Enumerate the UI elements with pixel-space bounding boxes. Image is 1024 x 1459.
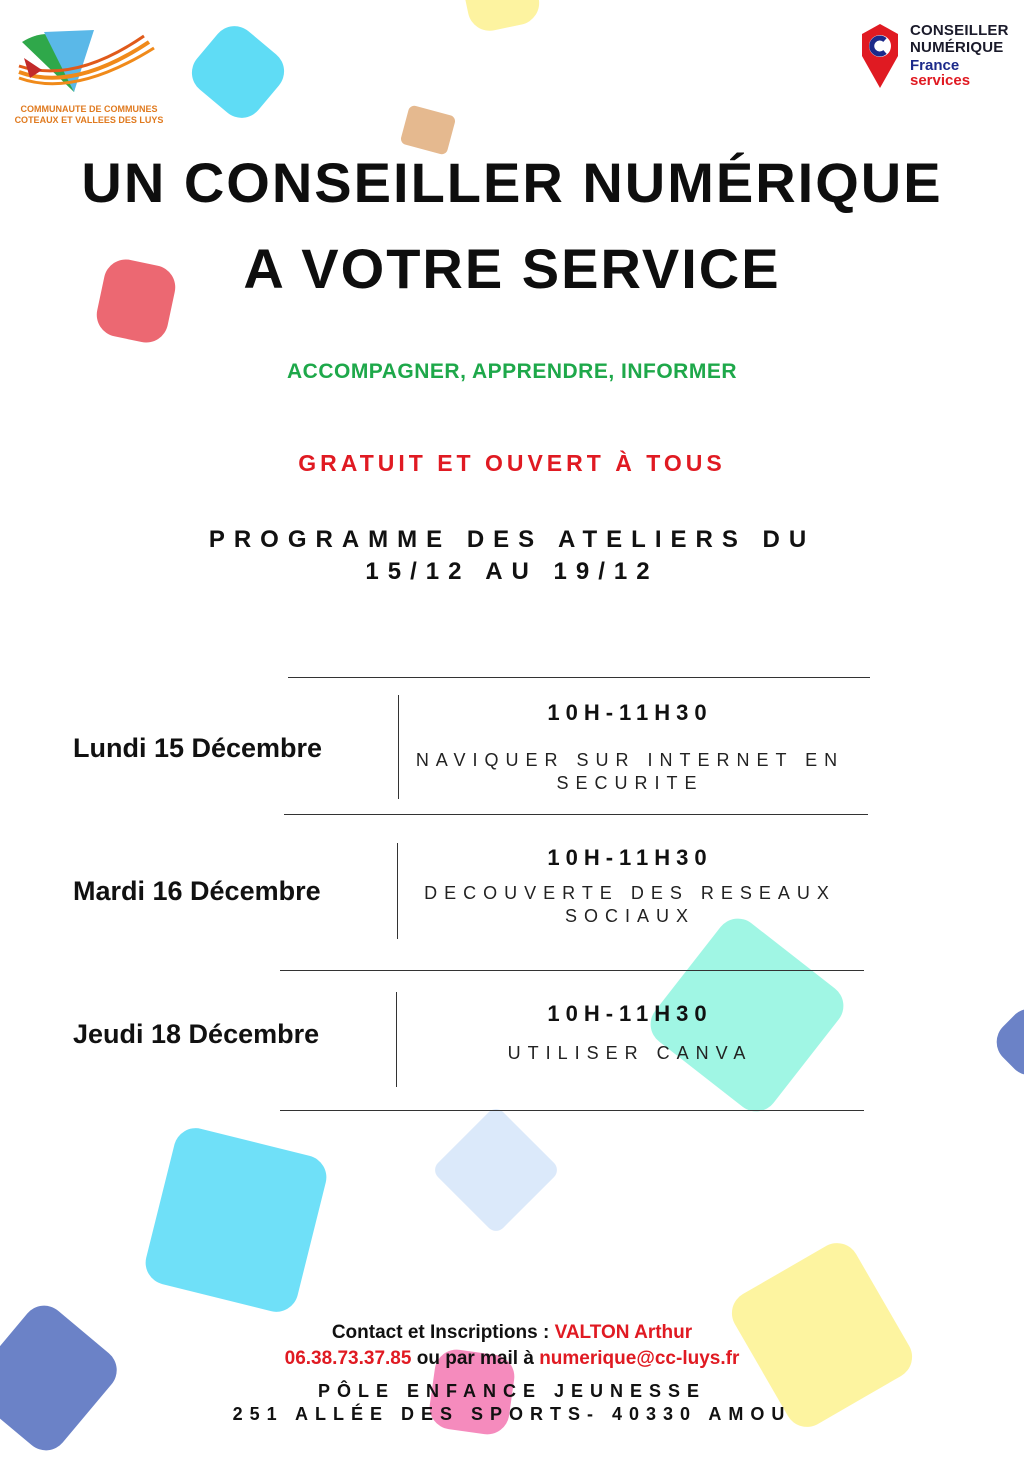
logo-numerique: NUMÉRIQUE xyxy=(910,39,1004,56)
confetti-yellow-top xyxy=(461,0,543,35)
cc-logo-line1: COMMUNAUTE DE COMMUNES xyxy=(20,104,158,114)
address-line1: PÔLE ENFANCE JEUNESSE xyxy=(317,1381,707,1401)
page-title-line1: UN CONSEILLER NUMÉRIQUE xyxy=(81,151,943,214)
session-topic: DECOUVERTE DES RESEAUX SOCIAUX xyxy=(424,883,836,926)
divider xyxy=(284,814,868,815)
tagline: ACCOMPAGNER, APPRENDRE, INFORMER xyxy=(286,360,738,383)
conseiller-numerique-logo xyxy=(856,20,1024,92)
column-divider xyxy=(397,843,398,939)
divider xyxy=(280,970,864,971)
program-title-line1: PROGRAMME DES ATELIERS DU xyxy=(208,526,816,553)
confetti-cyan-bottom xyxy=(141,1124,331,1317)
contact-phone[interactable]: 06.38.73.37.85 xyxy=(284,1348,412,1369)
logo-services: services xyxy=(910,72,971,89)
confetti-navy-right xyxy=(988,1000,1024,1085)
column-divider xyxy=(396,992,397,1087)
session-time: 10H-11H30 xyxy=(547,1001,713,1026)
column-divider xyxy=(398,695,399,799)
contact-details xyxy=(0,1348,1024,1370)
confetti-cyan-top xyxy=(183,17,293,127)
session-topic: NAVIQUER SUR INTERNET EN SECURITE xyxy=(415,750,845,793)
divider xyxy=(280,1110,864,1111)
free-notice: GRATUIT ET OUVERT À TOUS xyxy=(298,450,726,476)
session-day: Jeudi 18 Décembre xyxy=(73,1019,320,1049)
page-title-line2: A VOTRE SERVICE xyxy=(243,237,781,300)
contact-email-link[interactable]: numerique@cc-luys.fr xyxy=(539,1348,740,1369)
cc-logo-line2: COTEAUX ET VALLEES DES LUYS xyxy=(14,115,164,125)
session-time: 10H-11H30 xyxy=(547,700,713,725)
address-line2: 251 ALLÉE DES SPORTS- 40330 AMOU xyxy=(232,1404,792,1424)
confetti-pale-blue xyxy=(431,1105,561,1235)
session-day: Mardi 16 Décembre xyxy=(73,876,321,906)
cc-luys-emblem-icon xyxy=(14,22,164,102)
session-topic: UTILISER CANVA xyxy=(507,1043,753,1063)
confetti-tan xyxy=(400,104,457,155)
session-day: Lundi 15 Décembre xyxy=(73,733,323,763)
map-pin-icon xyxy=(858,22,902,90)
contact-label: Contact et Inscriptions : xyxy=(331,1322,555,1343)
logo-conseiller: CONSEILLER xyxy=(910,22,1009,39)
contact-line xyxy=(0,1322,1024,1344)
divider xyxy=(288,677,870,678)
program-title-line2: 15/12 AU 19/12 xyxy=(365,558,659,585)
logo-france: France xyxy=(910,57,960,74)
contact-name: VALTON Arthur xyxy=(554,1322,693,1343)
mail-label: ou par mail à xyxy=(411,1348,540,1369)
cc-luys-logo xyxy=(14,22,164,132)
session-time: 10H-11H30 xyxy=(547,845,713,870)
